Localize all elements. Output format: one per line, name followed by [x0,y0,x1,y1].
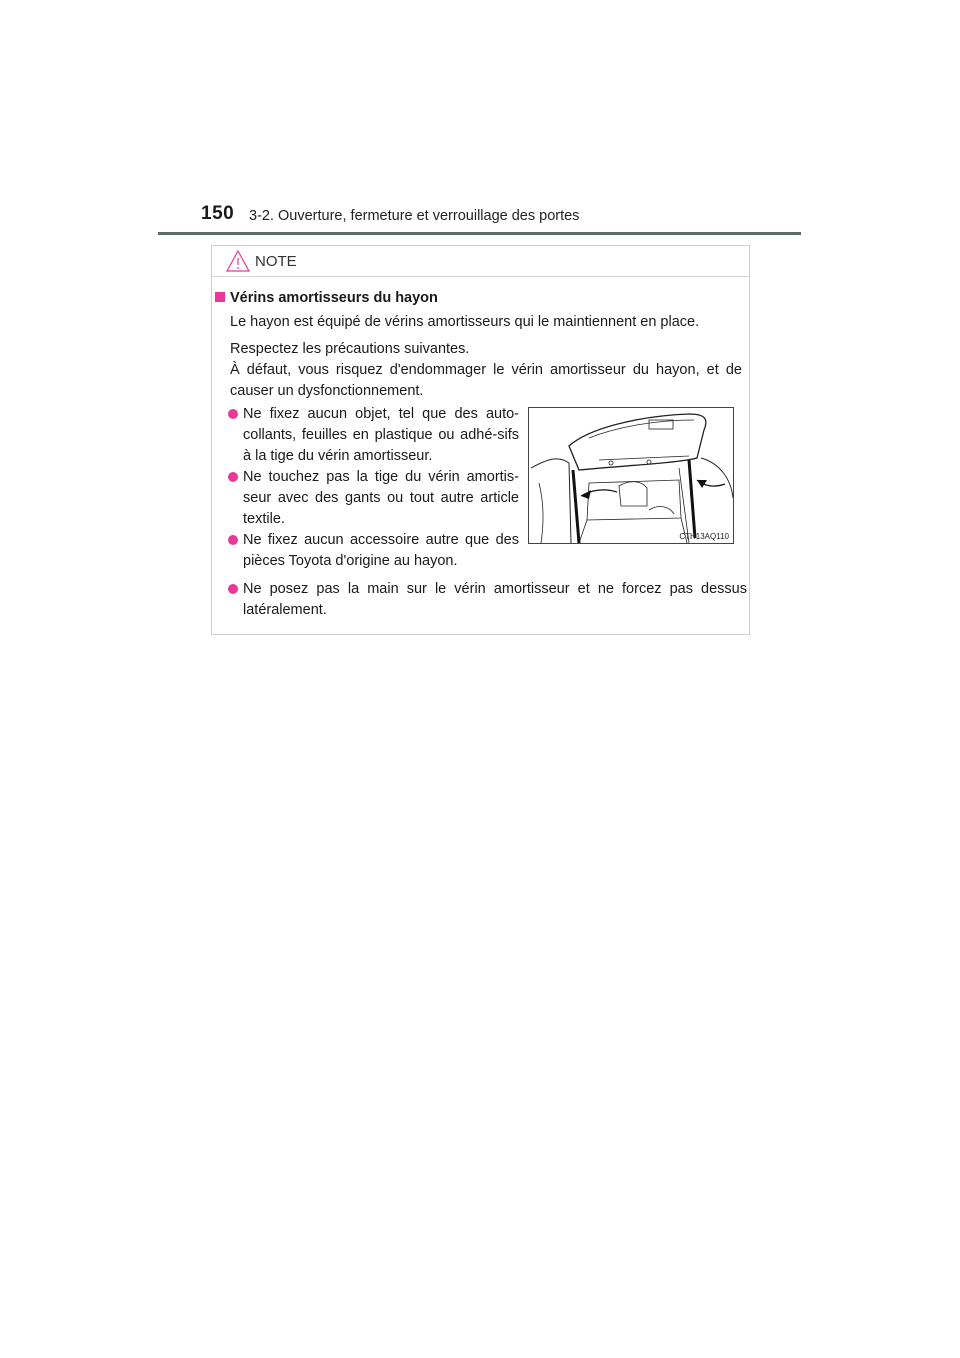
square-marker-icon [215,292,225,302]
circle-bullet-icon [228,472,238,482]
bullet-text: Ne touchez pas la tige du vérin amortis-seur avec des gants ou tout autre article textile. [243,469,519,527]
note-title: NOTE [255,253,297,270]
bullet-text: Ne fixez aucun accessoire autre que des pièces Toyota d'origine au hayon. [243,532,519,569]
topic-heading [215,290,438,306]
precaution-line-2: À défaut, vous risquez d'endommager le vérin amortisseur du hayon, et de causer un dysfonctionnement. [230,362,742,399]
tailgate-drawing [529,408,733,543]
section-title: 3-2. Ouverture, fermeture et verrouillage des portes [249,208,580,224]
figure-code: CTH13AQ110 [679,532,729,541]
precaution-line-1: Respectez les précautions suivantes. [230,341,470,357]
note-header [212,246,749,277]
header-rule [158,232,801,235]
topic-label: Vérins amortisseurs du hayon [230,290,438,306]
tailgate-illustration [528,407,734,544]
intro-paragraph: Le hayon est équipé de vérins amortisseurs qui le maintiennent en place. [230,314,700,330]
circle-bullet-icon [228,584,238,594]
page-number: 150 [201,203,235,224]
note-box [211,245,750,635]
bullet-text: Ne fixez aucun objet, tel que des auto-collants, feuilles en plastique ou adhé-sifs à la tige du vérin amortisseur. [243,406,519,464]
bullet-text: Ne posez pas la main sur le vérin amortisseur et ne forcez pas dessus latéralement. [243,581,747,618]
warning-triangle-icon [226,250,250,277]
circle-bullet-icon [228,409,238,419]
circle-bullet-icon [228,535,238,545]
